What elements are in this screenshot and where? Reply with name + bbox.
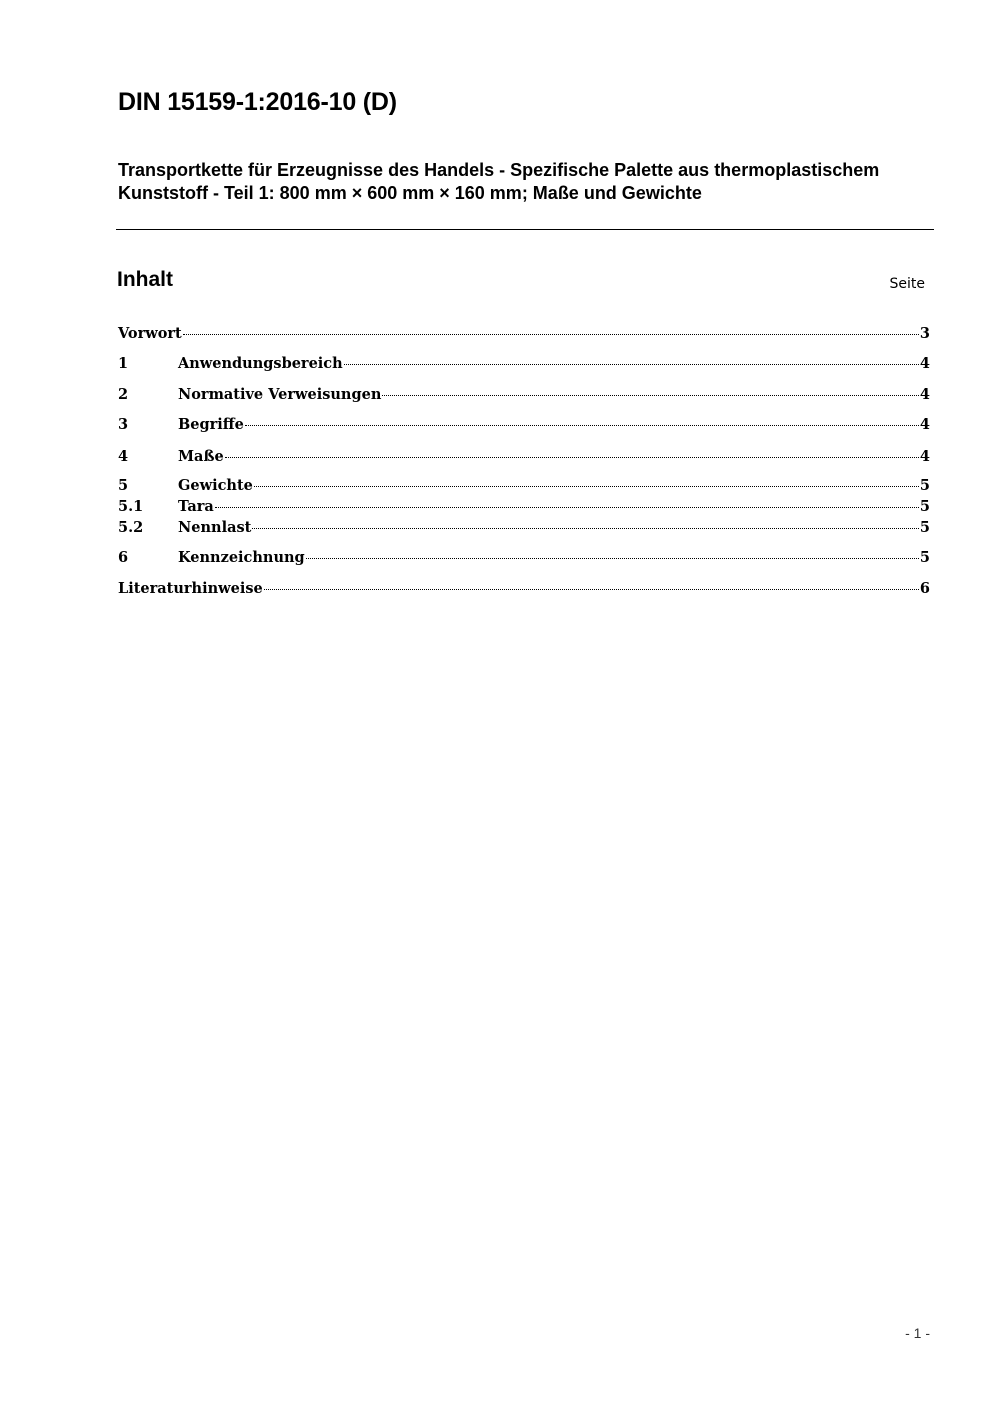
toc-heading: Inhalt: [117, 268, 173, 291]
toc-entry-gewichte[interactable]: [118, 477, 930, 497]
toc-dot-leader: [215, 507, 919, 508]
toc-entry-page: 5: [919, 549, 930, 566]
toc-entry-page: 5: [919, 519, 930, 536]
toc-entry-literaturhinweise[interactable]: [118, 580, 930, 600]
document-title: Transportkette für Erzeugnisse des Handels - Spezifische Palette aus thermoplastischem Kunststoff - Teil 1: 800 mm × 600 mm × 160 mm; Maße und Gewichte: [118, 160, 880, 203]
toc-dot-leader: [225, 457, 919, 458]
toc-dot-leader: [264, 589, 919, 590]
toc-entry-page: 6: [919, 580, 930, 597]
title-divider: [116, 229, 934, 230]
toc-dot-leader: [306, 558, 919, 559]
toc-entry-label: Kennzeichnung: [178, 549, 305, 566]
toc-entry-number: 4: [118, 448, 129, 465]
toc-entry-anwendungsbereich[interactable]: [118, 355, 930, 375]
toc-entry-vorwort[interactable]: [118, 325, 930, 345]
toc-entry-label: Gewichte: [178, 477, 253, 494]
toc-entry-label: Tara: [178, 498, 214, 515]
toc-dot-leader: [183, 334, 919, 335]
toc-dot-leader: [254, 486, 919, 487]
toc-entry-label: Literaturhinweise: [118, 580, 263, 597]
toc-entry-number: 5.1: [118, 498, 144, 515]
toc-entry-normative-verweisungen[interactable]: [118, 386, 930, 406]
toc-entry-masse[interactable]: [118, 448, 930, 468]
toc-entry-number: 3: [118, 416, 129, 433]
toc-entry-number: 1: [118, 355, 129, 372]
toc-entry-kennzeichnung[interactable]: [118, 549, 930, 569]
toc-dot-leader: [382, 395, 919, 396]
toc-dot-leader: [344, 364, 919, 365]
toc-entry-label: Nennlast: [178, 519, 252, 536]
toc-dot-leader: [245, 425, 919, 426]
toc-entry-page: 4: [919, 355, 930, 372]
toc-entry-label: Vorwort: [118, 325, 182, 342]
toc-entry-begriffe[interactable]: [118, 416, 930, 436]
toc-entry-tara[interactable]: [118, 498, 930, 518]
toc-entry-page: 3: [919, 325, 930, 342]
toc-entry-label: Normative Verweisungen: [178, 386, 382, 403]
toc-entry-number: 2: [118, 386, 129, 403]
toc-entry-number: 6: [118, 549, 129, 566]
toc-entry-label: Anwendungsbereich: [178, 355, 343, 372]
toc-entry-page: 4: [919, 386, 930, 403]
toc-dot-leader: [252, 528, 919, 529]
toc-page-column-heading: Seite: [889, 276, 925, 292]
toc-entry-label: Begriffe: [178, 416, 244, 433]
toc-entry-number: 5.2: [118, 519, 144, 536]
toc-entry-label: Maße: [178, 448, 224, 465]
toc-entry-page: 5: [919, 498, 930, 515]
toc-entry-number: 5: [118, 477, 129, 494]
toc-entry-nennlast[interactable]: [118, 519, 930, 539]
page-number: - 1 -: [905, 1325, 930, 1341]
toc-entry-page: 4: [919, 416, 930, 433]
toc-entry-page: 4: [919, 448, 930, 465]
document-number: DIN 15159-1:2016-10 (D): [118, 88, 397, 116]
toc-entry-page: 5: [919, 477, 930, 494]
